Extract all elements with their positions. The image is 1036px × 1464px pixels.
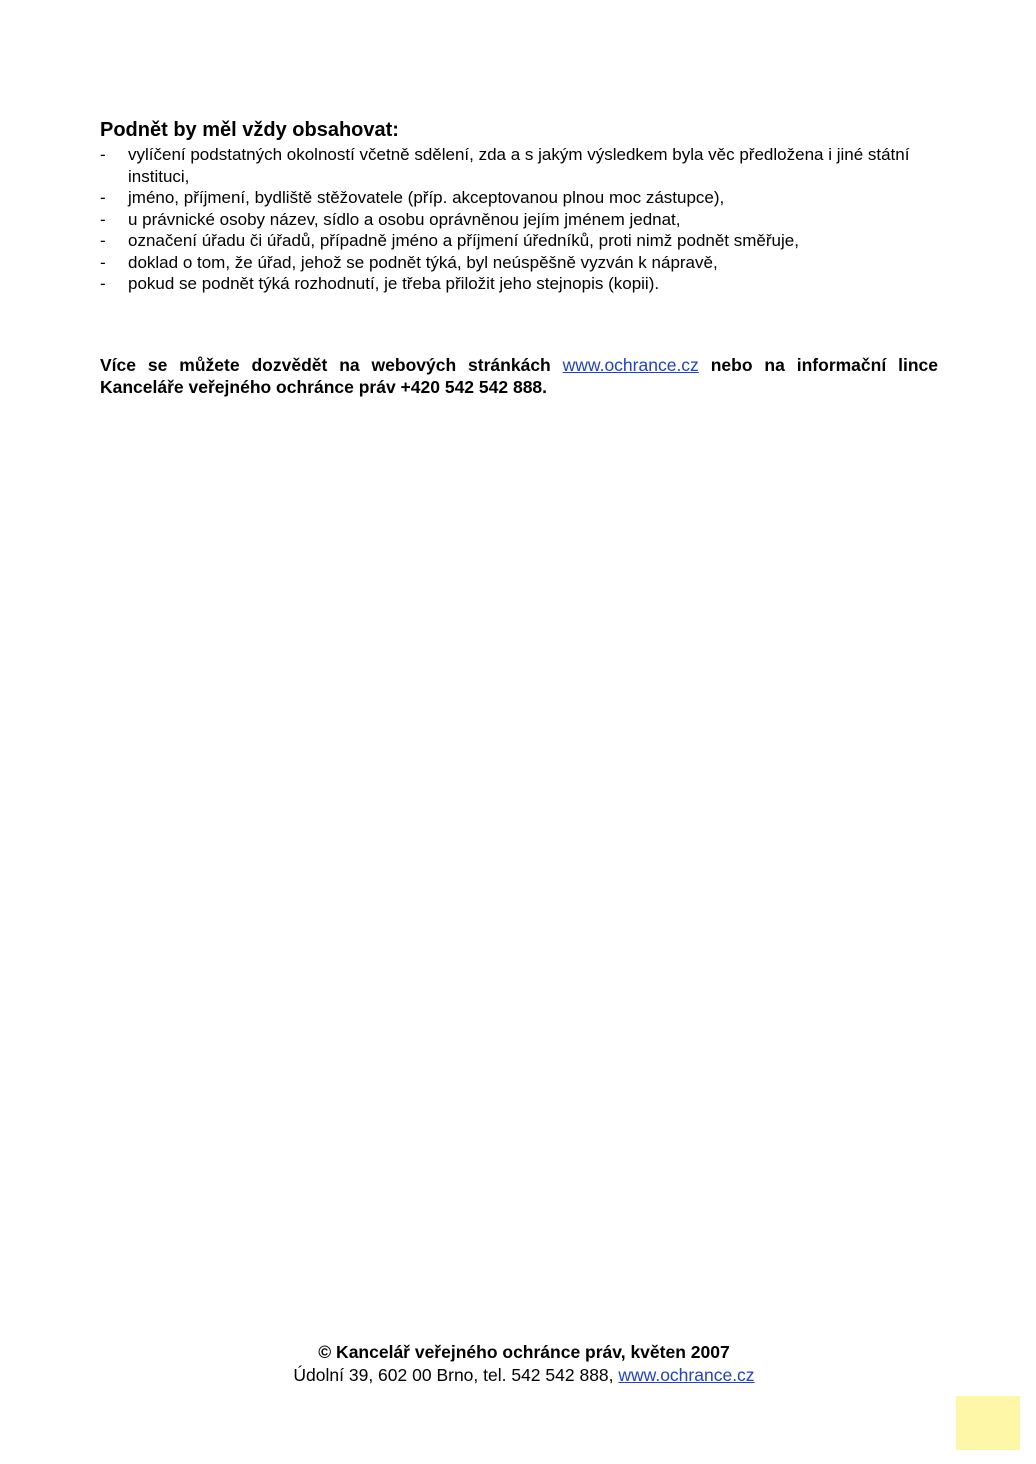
bullet-dash: - — [100, 188, 106, 207]
list-item — [100, 230, 938, 252]
more-info-paragraph — [100, 354, 938, 398]
more-info-text-after: nebo na informační lince Kanceláře veřejného ochránce práv +420 542 542 888. — [100, 354, 938, 397]
footer-website-link[interactable]: www.ochrance.cz — [618, 1365, 755, 1385]
bullet-dash: - — [100, 209, 106, 229]
list-item-text: označení úřadu či úřadů, případně jméno a příjmení úředníků, proti nimž podnět směřuje, — [128, 231, 799, 250]
list-item-text: pokud se podnět týká rozhodnutí, je třeba přiložit jeho stejnopis (kopii). — [128, 274, 660, 293]
bullet-dash: - — [100, 252, 106, 272]
bullet-dash: - — [100, 231, 106, 250]
document-content — [100, 118, 938, 415]
bullet-dash: - — [100, 274, 106, 293]
section-heading: Podnět by měl vždy obsahovat: — [100, 119, 399, 141]
footer-address: Údolní 39, 602 00 Brno, tel. 542 542 888, — [293, 1365, 619, 1385]
list-item — [100, 187, 938, 209]
bullet-dash: - — [100, 145, 106, 164]
footer-copyright: © Kancelář veřejného ochránce práv, květen 2007 — [318, 1342, 730, 1362]
list-item — [100, 273, 938, 295]
list-item — [100, 209, 938, 231]
website-link[interactable]: www.ochrance.cz — [562, 354, 699, 375]
corner-highlight-box — [956, 1396, 1020, 1450]
more-info-text-before: Více se můžete dozvědět na webových stránkách — [100, 354, 563, 375]
list-item — [100, 144, 938, 187]
footer-address-line — [0, 1364, 1036, 1387]
list-item-text: u právnické osoby název, sídlo a osobu oprávněnou jejím jménem jednat, — [128, 209, 681, 229]
list-item — [100, 252, 938, 274]
list-item-text: doklad o tom, že úřad, jehož se podnět týká, byl neúspěšně vyzván k nápravě, — [128, 252, 718, 272]
page-footer — [0, 1341, 1036, 1387]
list-item-text: jméno, příjmení, bydliště stěžovatele (příp. akceptovanou plnou moc zástupce), — [128, 188, 725, 207]
requirements-list — [100, 144, 938, 295]
list-item-text: vylíčení podstatných okolností včetně sdělení, zda a s jakým výsledkem byla věc předložena i jiné státní instituci, — [128, 145, 910, 186]
